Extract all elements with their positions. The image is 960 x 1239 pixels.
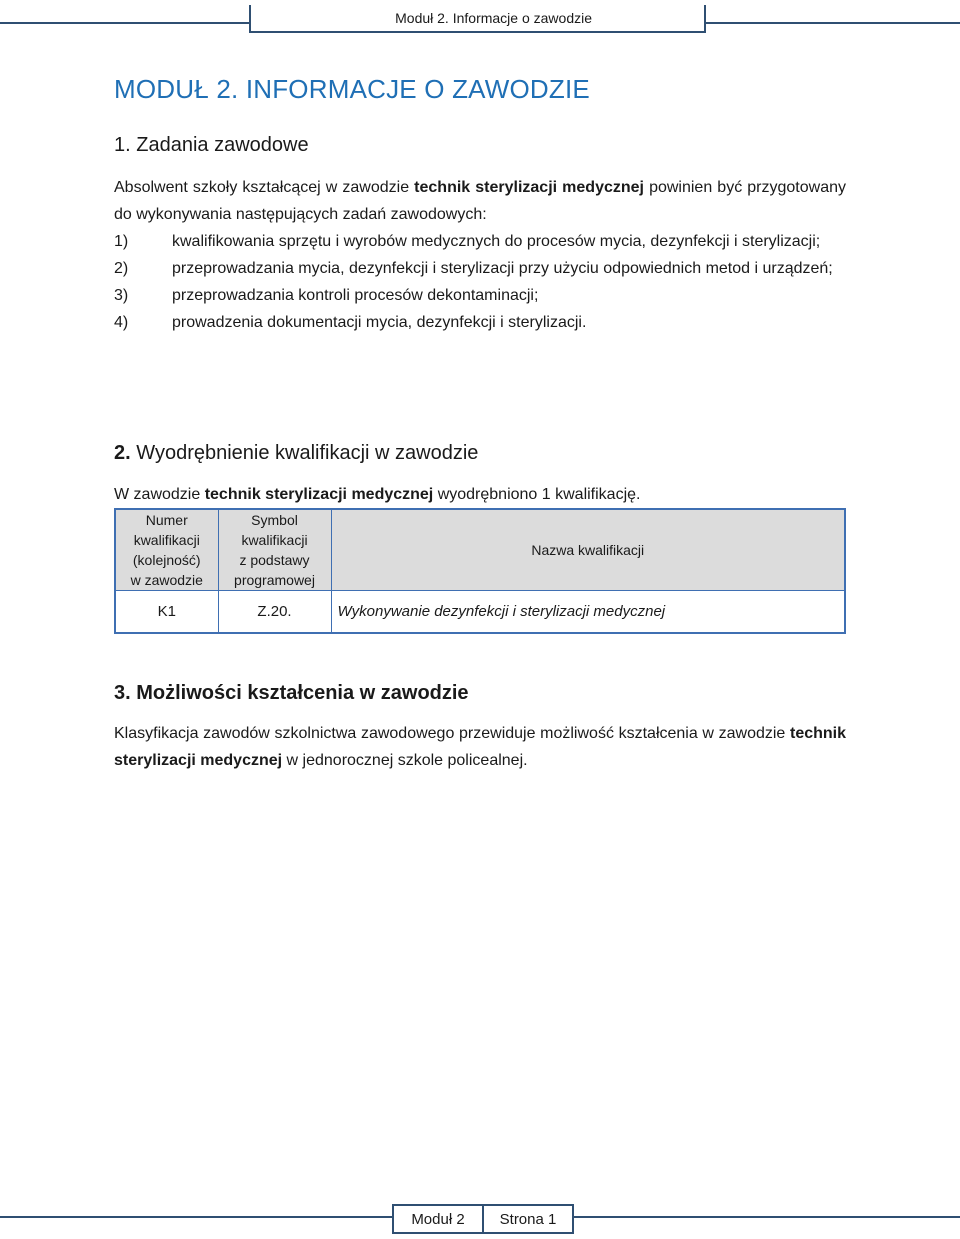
footer-rule-left (0, 1216, 392, 1218)
section-3-text: Klasyfikacja zawodów szkolnictwa zawodowego przewiduje możliwość kształcenia w zawodzie technik sterylizacji medycznej w jednorocznej szkole policealnej. (114, 725, 846, 769)
section-1-intro: Absolwent szkoły kształcącej w zawodzie technik sterylizacji medycznej powinien być przygotowany do wykonywania następujących zadań zawodowych: (114, 179, 846, 223)
header-box (249, 5, 706, 33)
qualification-table (114, 508, 846, 634)
footer-module-label: Moduł 2 (392, 1204, 484, 1234)
footer-page-number: Strona 1 (482, 1204, 574, 1234)
column-header-number: Numer kwalifikacji (kolejność) w zawodzie (115, 509, 218, 591)
qualification-name: Wykonywanie dezynfekcji i sterylizacji medycznej (331, 591, 845, 633)
footer-rule-right (574, 1216, 960, 1218)
table-header-row (115, 509, 845, 591)
section-2-heading: 2. Wyodrębnienie kwalifikacji w zawodzie (114, 442, 479, 464)
section-2-intro: W zawodzie technik sterylizacji medycznej wyodrębniono 1 kwalifikację. (114, 486, 641, 503)
section-1-heading: 1. Zadania zawodowe (114, 134, 309, 156)
header-rule-left (0, 22, 249, 24)
qualification-symbol: Z.20. (218, 591, 331, 633)
table-row (115, 591, 845, 633)
list-item: 4) prowadzenia dokumentacji mycia, dezynfekcji i sterylizacji. (114, 314, 587, 331)
list-item: 1) kwalifikowania sprzętu i wyrobów medycznych do procesów mycia, dezynfekcji i sterylizacji; (114, 233, 821, 250)
running-title: Moduł 2. Informacje o zawodzie (395, 10, 592, 26)
header-rule-right (706, 22, 960, 24)
list-item: 3) przeprowadzania kontroli procesów dekontaminacji; (114, 287, 539, 304)
profession-name: technik sterylizacji medycznej (204, 486, 434, 503)
list-item: 2) przeprowadzania mycia, dezynfekcji i sterylizacji przy użyciu odpowiednich metod i urządzeń; (114, 260, 833, 277)
task-list (114, 228, 846, 336)
column-header-name: Nazwa kwalifikacji (331, 509, 845, 591)
profession-name: technik sterylizacji medycznej (414, 179, 644, 196)
column-header-symbol: Symbol kwalifikacji z podstawy programowej (218, 509, 331, 591)
profession-name: technik sterylizacji medycznej (114, 725, 846, 769)
qualification-number: K1 (115, 591, 218, 633)
page-title: MODUŁ 2. INFORMACJE O ZAWODZIE (114, 74, 590, 104)
section-3-heading: 3. Możliwości kształcenia w zawodzie (114, 682, 469, 704)
